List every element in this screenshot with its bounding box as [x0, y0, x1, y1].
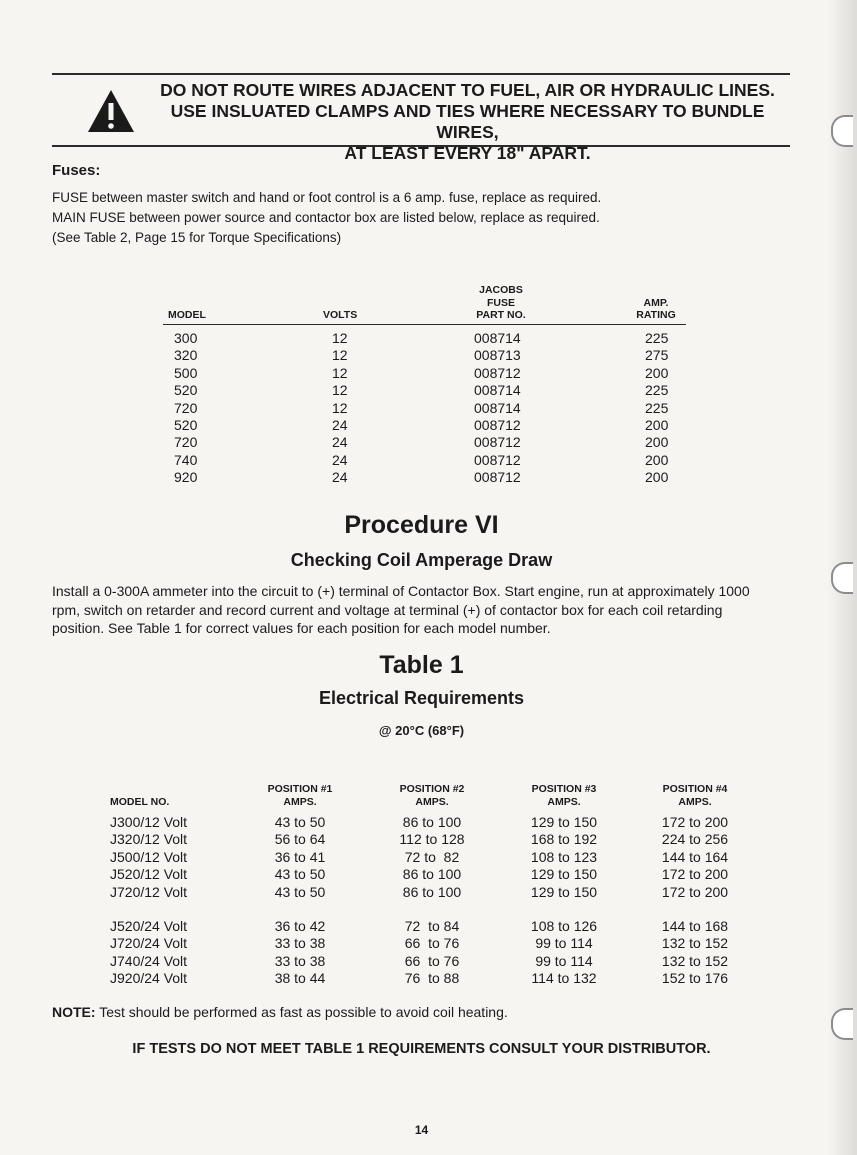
t1-p1-cell: 38 to 44 — [274, 970, 326, 987]
t1-p3-cell: 99 to 114 — [535, 935, 593, 952]
table1-row — [0, 831, 800, 848]
t1-col-model-header: MODEL NO. — [110, 796, 170, 808]
t1-p1-cell: 43 to 50 — [274, 814, 326, 830]
table1-row — [0, 970, 800, 987]
t1-model-cell: J720/12 Volt — [110, 883, 188, 900]
fuse-amp-cell: 225 — [645, 330, 669, 346]
fuse-table-row — [163, 330, 693, 347]
t1-p4-cell: 132 to 152 — [661, 952, 729, 969]
t1-model-cell: J740/24 Volt — [110, 952, 188, 969]
t1-p3-cell: 114 to 132 — [531, 970, 597, 987]
fuse-part-header-line: FUSE — [486, 296, 515, 309]
t1-p2-cell: 86 to 100 — [402, 866, 462, 883]
table1-row — [0, 814, 800, 831]
t1-model-cell: J300/12 Volt — [110, 814, 188, 830]
t1-p1-cell: 33 to 38 — [274, 952, 326, 969]
t1-col-p4-header — [650, 783, 740, 808]
table1-subtitle: Electrical Requirements — [318, 688, 525, 708]
t1-p3-cell: 108 to 126 — [530, 918, 598, 934]
fuse-model-cell: 720 — [174, 434, 198, 451]
consult-distributor-text: IF TESTS DO NOT MEET TABLE 1 REQUIREMENTS CONSULT YOUR DISTRIBUTOR. — [132, 1041, 711, 1057]
t1-p4-cell: 144 to 168 — [661, 918, 729, 934]
fuse-model-cell: 300 — [174, 330, 198, 346]
fuse-volts-cell: 12 — [332, 330, 348, 346]
fuse-amp-header-line: AMP. — [643, 296, 669, 309]
t1-col-p3-header — [519, 783, 609, 808]
fuse-part-cell: 008712 — [474, 434, 521, 451]
fuse-model-cell: 520 — [174, 416, 198, 433]
t1-p3-header-line: AMPS. — [547, 795, 581, 808]
t1-p2-cell: 112 to 128 — [399, 831, 465, 848]
fuse-part-cell: 008712 — [474, 416, 521, 433]
fuse-part-cell: 008712 — [474, 469, 521, 486]
fuse-model-cell: 740 — [174, 451, 198, 468]
procedure-subtitle: Checking Coil Amperage Draw — [290, 550, 553, 570]
fuse-col-volts-header: VOLTS — [323, 309, 358, 321]
table1-group-12v — [0, 814, 800, 901]
t1-p4-header-line: AMPS. — [678, 795, 712, 808]
note-label: NOTE: — [52, 1004, 96, 1020]
fuses-line: FUSE between master switch and hand or foot control is a 6 amp. fuse, replace as required. — [52, 190, 602, 205]
procedure-line: position. See Table 1 for correct values for each position for each model number. — [52, 620, 551, 636]
table1-row — [0, 884, 800, 901]
table1-row — [0, 849, 800, 866]
t1-p4-header-line: POSITION #4 — [662, 783, 728, 795]
fuse-amp-cell: 200 — [645, 451, 669, 468]
t1-model-cell: J520/24 Volt — [110, 918, 188, 934]
binder-hole — [831, 115, 853, 147]
fuse-amp-cell: 200 — [645, 364, 669, 381]
note-text: Test should be performed as fast as possible to avoid coil heating. — [99, 1004, 508, 1020]
fuse-amp-cell: 200 — [645, 416, 669, 433]
fuse-model-cell: 920 — [174, 469, 198, 486]
fuse-table-row — [163, 382, 693, 399]
procedure-line: Install a 0-300A ammeter into the circuit to (+) terminal of Contactor Box. Start engine, run at approximately 1000 — [52, 583, 750, 599]
fuse-amp-cell: 225 — [645, 399, 669, 416]
t1-p4-cell: 224 to 256 — [661, 831, 729, 848]
fuse-table-row — [163, 434, 693, 451]
t1-p2-header-line: AMPS. — [415, 795, 449, 808]
t1-model-cell: J320/12 Volt — [110, 831, 188, 848]
fuse-table-row — [163, 469, 693, 486]
fuses-line: MAIN FUSE between power source and contactor box are listed below, replace as required. — [52, 210, 600, 225]
fuse-col-amp-header — [626, 297, 686, 322]
t1-p3-cell: 99 to 114 — [535, 952, 593, 969]
fuse-volts-cell: 12 — [332, 364, 348, 381]
fuse-volts-cell: 24 — [332, 469, 348, 486]
t1-model-cell: J920/24 Volt — [110, 970, 188, 987]
fuse-part-header-line: JACOBS — [479, 284, 523, 296]
fuse-table-row — [163, 365, 693, 382]
table1-condition: @ 20°C (68°F) — [378, 723, 465, 738]
t1-p3-cell: 108 to 123 — [530, 848, 598, 865]
table1-row — [0, 918, 800, 935]
fuse-model-cell: 520 — [174, 382, 198, 399]
t1-p1-header-line: POSITION #1 — [267, 783, 333, 795]
page-number: 14 — [414, 1123, 429, 1137]
fuses-line: (See Table 2, Page 15 for Torque Specifications) — [52, 230, 342, 245]
warning-line: AT LEAST EVERY 18" APART. — [344, 143, 591, 163]
t1-p4-cell: 144 to 164 — [661, 848, 729, 865]
fuse-table-row — [163, 400, 693, 417]
fuse-amp-cell: 275 — [645, 347, 669, 364]
procedure-line: rpm, switch on retarder and record current and voltage at terminal (+) of contactor box for each coil retarding — [52, 601, 723, 618]
note — [52, 1004, 508, 1020]
t1-p2-cell: 86 to 100 — [402, 814, 462, 830]
t1-p3-cell: 129 to 150 — [530, 814, 598, 830]
fuse-part-cell: 008712 — [474, 364, 521, 381]
warning-triangle-icon — [86, 88, 136, 134]
t1-p1-cell: 43 to 50 — [274, 866, 326, 883]
warning-line: DO NOT ROUTE WIRES ADJACENT TO FUEL, AIR OR HYDRAULIC LINES. — [160, 80, 775, 100]
fuses-paragraph — [52, 188, 792, 248]
procedure-paragraph — [52, 582, 797, 638]
warning-top-rule — [52, 73, 790, 75]
table1-group-24v — [0, 918, 800, 988]
t1-p2-cell: 66 to 76 — [404, 935, 460, 952]
t1-p1-cell: 36 to 41 — [274, 848, 326, 865]
fuse-col-model-header: MODEL — [168, 309, 206, 321]
fuse-model-cell: 320 — [174, 347, 198, 364]
t1-p1-cell: 33 to 38 — [274, 935, 326, 952]
t1-p3-cell: 168 to 192 — [530, 831, 598, 848]
t1-p4-cell: 172 to 200 — [661, 866, 729, 883]
fuse-part-cell: 008712 — [474, 451, 521, 468]
t1-p4-cell: 132 to 152 — [661, 935, 729, 952]
fuse-volts-cell: 12 — [332, 399, 348, 416]
fuse-model-cell: 500 — [174, 364, 198, 381]
t1-model-cell: J720/24 Volt — [110, 935, 188, 952]
binder-hole — [831, 1008, 853, 1040]
t1-p1-cell: 36 to 42 — [274, 918, 326, 934]
t1-p2-cell: 76 to 88 — [404, 970, 460, 987]
table1-row — [0, 866, 800, 883]
fuse-volts-cell: 12 — [332, 382, 348, 399]
t1-p4-cell: 172 to 200 — [661, 814, 729, 830]
fuse-amp-cell: 200 — [645, 469, 669, 486]
fuse-table-row — [163, 347, 693, 364]
t1-p1-cell: 43 to 50 — [274, 883, 326, 900]
fuse-table-header-rule — [163, 324, 686, 325]
table1-row — [0, 935, 800, 952]
fuse-amp-header-line: RATING — [636, 309, 676, 321]
t1-p4-cell: 152 to 176 — [661, 970, 729, 987]
table1-title: Table 1 — [379, 651, 464, 679]
t1-p2-cell: 86 to 100 — [402, 883, 462, 900]
fuse-table-row — [163, 452, 693, 469]
fuse-volts-cell: 24 — [332, 451, 348, 468]
warning-bottom-rule — [52, 145, 790, 147]
t1-p2-header-line: POSITION #2 — [399, 783, 465, 795]
fuse-volts-cell: 24 — [332, 434, 348, 451]
fuse-model-cell: 720 — [174, 399, 198, 416]
t1-col-p1-header — [255, 783, 345, 808]
fuse-table-body — [163, 330, 693, 487]
fuse-part-cell: 008714 — [474, 382, 521, 399]
fuse-volts-cell: 24 — [332, 416, 348, 433]
t1-p3-header-line: POSITION #3 — [531, 783, 597, 795]
t1-p1-cell: 56 to 64 — [274, 831, 326, 848]
fuse-col-part-header — [466, 284, 536, 322]
t1-p3-cell: 129 to 150 — [530, 866, 598, 883]
t1-col-p2-header — [387, 783, 477, 808]
fuse-amp-cell: 225 — [645, 382, 669, 399]
t1-p2-cell: 72 to 84 — [404, 918, 460, 934]
warning-text — [145, 80, 790, 164]
t1-p2-cell: 66 to 76 — [404, 952, 460, 969]
t1-model-cell: J500/12 Volt — [110, 848, 188, 865]
fuse-part-header-line: PART NO. — [476, 309, 526, 321]
fuse-part-cell: 008714 — [474, 399, 521, 416]
t1-p3-cell: 129 to 150 — [530, 883, 598, 900]
t1-p2-cell: 72 to 82 — [404, 848, 460, 865]
fuse-part-cell: 008714 — [474, 330, 521, 346]
t1-p4-cell: 172 to 200 — [661, 883, 729, 900]
fuse-amp-cell: 200 — [645, 434, 669, 451]
fuse-volts-cell: 12 — [332, 347, 348, 364]
t1-model-cell: J520/12 Volt — [110, 866, 188, 883]
fuse-table-row — [163, 417, 693, 434]
fuse-part-cell: 008713 — [474, 347, 521, 364]
table1-row — [0, 953, 800, 970]
procedure-title: Procedure VI — [344, 511, 499, 539]
fuses-heading: Fuses: — [52, 162, 101, 179]
t1-p1-header-line: AMPS. — [283, 795, 317, 808]
warning-line: USE INSLUATED CLAMPS AND TIES WHERE NECESSARY TO BUNDLE WIRES, — [170, 101, 765, 142]
